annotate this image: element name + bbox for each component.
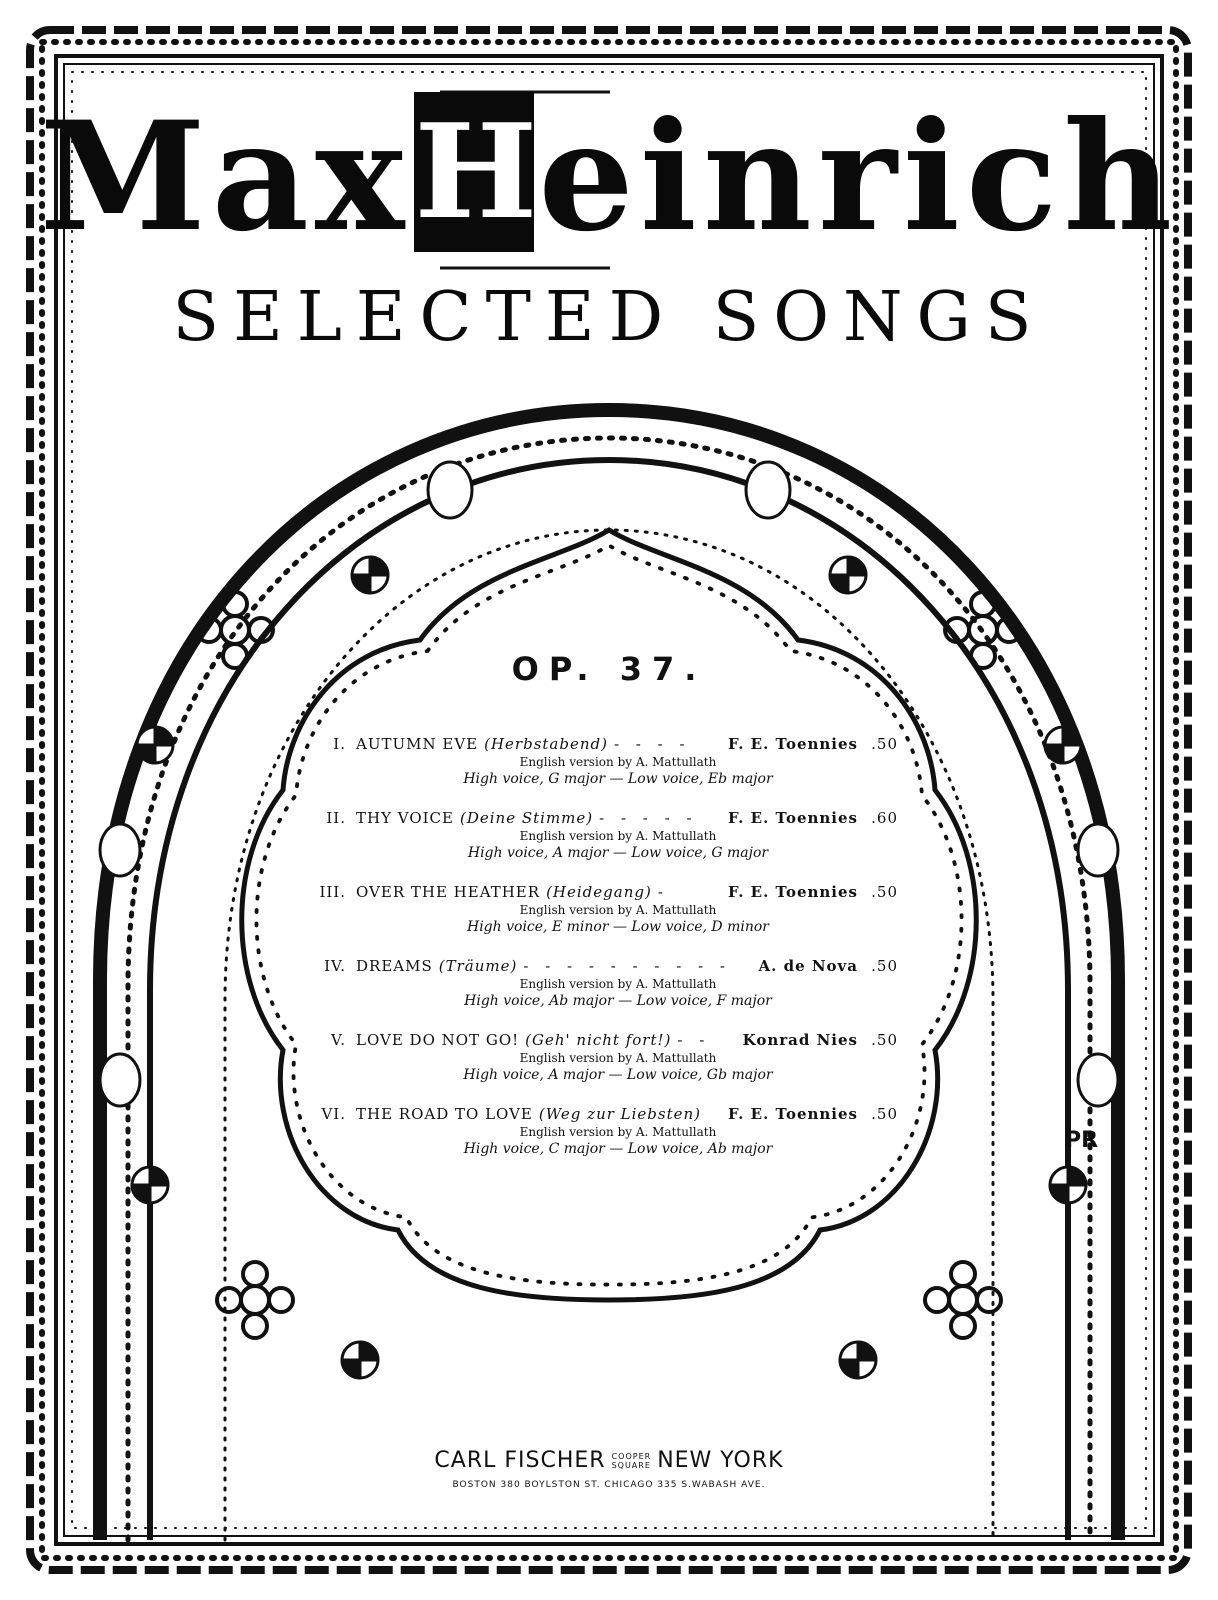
song-number: IV. <box>324 957 346 975</box>
artist-signature: PR <box>1065 1128 1099 1153</box>
song-original-title: (Geh' nicht fort!) <box>525 1031 672 1049</box>
song-original-title: (Herbstabend) <box>484 735 608 753</box>
song-title: AUTUMN EVE <box>356 735 479 753</box>
song-price: .50 <box>871 1031 898 1049</box>
ornamental-initial: H <box>414 92 534 252</box>
song-price: .50 <box>871 957 898 975</box>
song-author: Konrad Nies <box>742 1031 858 1049</box>
song-number: VI. <box>321 1105 346 1123</box>
song-price: .50 <box>871 1105 898 1123</box>
page-subtitle: SELECTED SONGS <box>172 278 1046 357</box>
english-version-credit: English version by A. Mattullath <box>519 977 717 991</box>
song-price: .50 <box>871 883 898 901</box>
song-author: F. E. Toennies <box>728 1105 858 1123</box>
song-entry <box>298 957 898 1009</box>
song-entry <box>298 809 898 861</box>
song-number: II. <box>326 809 346 827</box>
english-version-credit: English version by A. Mattullath <box>519 903 717 917</box>
song-price: .50 <box>871 735 898 753</box>
song-title-row <box>298 883 898 901</box>
publisher-name: CARL FISCHER <box>434 1448 606 1473</box>
song-number: I. <box>333 735 346 753</box>
song-title: OVER THE HEATHER <box>356 883 541 901</box>
voice-keys: High voice, A major — Low voice, Gb major <box>463 1067 773 1083</box>
song-author: F. E. Toennies <box>728 735 858 753</box>
location-small-1: COOPER <box>611 1452 652 1461</box>
song-entry <box>298 1031 898 1083</box>
song-original-title: (Heidegang) <box>546 883 652 901</box>
leader-dots: - - - - <box>613 735 691 753</box>
composer-name <box>0 89 1218 265</box>
voice-keys: High voice, G major — Low voice, Eb major <box>463 771 773 787</box>
composer-first-name: Max <box>39 89 411 265</box>
song-title-row <box>298 809 898 827</box>
voice-keys: High voice, C major — Low voice, Ab major <box>463 1141 773 1157</box>
opus-number: OP. 37. <box>511 650 707 688</box>
song-title-row <box>298 1105 898 1123</box>
song-original-title: (Weg zur Liebsten) <box>538 1105 702 1123</box>
song-title-row <box>298 1031 898 1049</box>
song-author: F. E. Toennies <box>728 809 858 827</box>
song-entry <box>298 1105 898 1157</box>
song-price: .60 <box>871 809 898 827</box>
composer-surname-rest: einrich <box>538 89 1179 265</box>
song-title: LOVE DO NOT GO! <box>356 1031 520 1049</box>
leader-dots: - - - - - - - - - - <box>523 957 731 975</box>
song-number: V. <box>331 1031 346 1049</box>
song-title: THE ROAD TO LOVE <box>356 1105 533 1123</box>
english-version-credit: English version by A. Mattullath <box>519 1051 717 1065</box>
location-small-2: SQUARE <box>611 1461 651 1470</box>
english-version-credit: English version by A. Mattullath <box>519 755 717 769</box>
song-title-row <box>298 735 898 753</box>
song-author: A. de Nova <box>758 957 858 975</box>
song-entry <box>298 735 898 787</box>
publisher-line <box>0 1448 1218 1473</box>
leader-dots: - <box>657 883 669 901</box>
publisher-location-small <box>612 1452 652 1470</box>
leader-dots: - - - - - <box>599 809 698 827</box>
song-number: III. <box>319 883 346 901</box>
leader-dots: - - <box>677 1031 711 1049</box>
voice-keys: High voice, A major — Low voice, G major <box>467 845 769 861</box>
song-original-title: (Träume) <box>438 957 518 975</box>
english-version-credit: English version by A. Mattullath <box>519 829 717 843</box>
publisher-branches: BOSTON 380 BOYLSTON ST. CHICAGO 335 S.WABASH AVE. <box>452 1480 766 1490</box>
voice-keys: High voice, E minor — Low voice, D minor <box>467 919 769 935</box>
song-list <box>298 735 898 1179</box>
song-entry <box>298 883 898 935</box>
publisher-city: NEW YORK <box>657 1448 784 1473</box>
song-title: DREAMS <box>356 957 433 975</box>
song-title: THY VOICE <box>356 809 454 827</box>
voice-keys: High voice, Ab major — Low voice, F major <box>464 993 772 1009</box>
song-author: F. E. Toennies <box>728 883 858 901</box>
english-version-credit: English version by A. Mattullath <box>519 1125 717 1139</box>
song-title-row <box>298 957 898 975</box>
song-original-title: (Deine Stimme) <box>459 809 594 827</box>
